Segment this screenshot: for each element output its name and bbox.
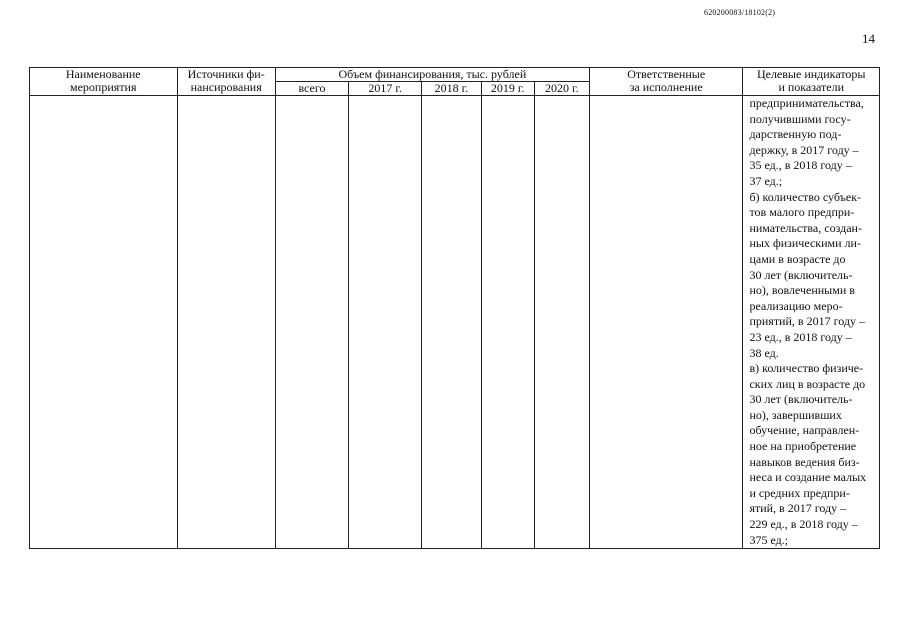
indicator-text-line: нимательства, создан- <box>749 220 862 235</box>
header-funding-volume: Объем финансирования, тыс. рублей <box>275 68 589 82</box>
document-id: 620200083/18102(2) <box>704 8 776 17</box>
indicator-text-line: ятий, в 2017 году – <box>749 501 847 516</box>
indicator-text-line: навыков ведения биз- <box>749 454 860 469</box>
header-total: всего <box>275 82 348 96</box>
indicator-text-line: 30 лет (включитель- <box>749 392 853 407</box>
page-number: 14 <box>862 31 875 46</box>
cell-indicators <box>743 96 880 549</box>
indicator-text-line: приятий, в 2017 году – <box>749 314 865 329</box>
indicator-text-line: держку, в 2017 году – <box>749 142 859 157</box>
indicator-text-line: реализацию меро- <box>749 298 843 313</box>
header-2017: 2017 г. <box>349 82 422 96</box>
indicator-text-line: 30 лет (включитель- <box>749 267 853 282</box>
indicator-text-line: ное на приобретение <box>749 439 857 454</box>
indicator-text-line: дарственную под- <box>749 127 842 142</box>
header-2019: 2019 г. <box>481 82 534 96</box>
program-table <box>29 67 880 549</box>
indicator-text-line: и средних предпри- <box>749 485 850 500</box>
indicator-text-line: тов малого предпри- <box>749 205 855 220</box>
header-row-1 <box>30 68 880 82</box>
cell-2018 <box>422 96 481 549</box>
indicator-text-line: б) количество субъек- <box>749 189 862 204</box>
indicator-text-line: 23 ед., в 2018 году – <box>749 329 852 344</box>
indicator-text-line: 375 ед.; <box>749 532 789 547</box>
cell-funding-source <box>177 96 275 549</box>
cell-total <box>275 96 348 549</box>
indicator-text-line: 35 ед., в 2018 году – <box>749 158 852 173</box>
header-2018: 2018 г. <box>422 82 481 96</box>
cell-2020 <box>534 96 589 549</box>
header-2020: 2020 г. <box>534 82 589 96</box>
indicator-text-line: получившими госу- <box>749 111 851 126</box>
indicator-text-line: в) количество физиче- <box>749 361 864 376</box>
indicator-text-line: цами в возрасте до <box>749 251 846 266</box>
header-indicators: Целевые индикаторы и показатели <box>743 68 880 96</box>
indicator-text-line: но), завершивших <box>749 407 842 422</box>
header-responsible: Ответственные за исполнение <box>589 68 743 96</box>
cell-responsible <box>589 96 743 549</box>
indicator-text-line: ных физическими ли- <box>749 236 861 251</box>
indicator-text-line: 38 ед. <box>749 345 779 360</box>
indicator-text-line: ских лиц в возрасте до <box>749 376 866 391</box>
indicator-text-line: но), вовлеченными в <box>749 283 855 298</box>
indicator-text-line: 37 ед.; <box>749 173 783 188</box>
indicator-text-line: 229 ед., в 2018 году – <box>749 517 858 532</box>
cell-2019 <box>481 96 534 549</box>
cell-event-name <box>30 96 178 549</box>
indicator-text-line: обучение, направлен- <box>749 423 860 438</box>
indicator-text-line: предпринимательства, <box>749 96 864 110</box>
indicator-text-line: неса и создание малых <box>749 470 867 485</box>
header-funding-source: Источники фи- нансирования <box>177 68 275 96</box>
table-row <box>30 96 880 549</box>
header-event-name: Наименование мероприятия <box>30 68 178 96</box>
cell-2017 <box>349 96 422 549</box>
